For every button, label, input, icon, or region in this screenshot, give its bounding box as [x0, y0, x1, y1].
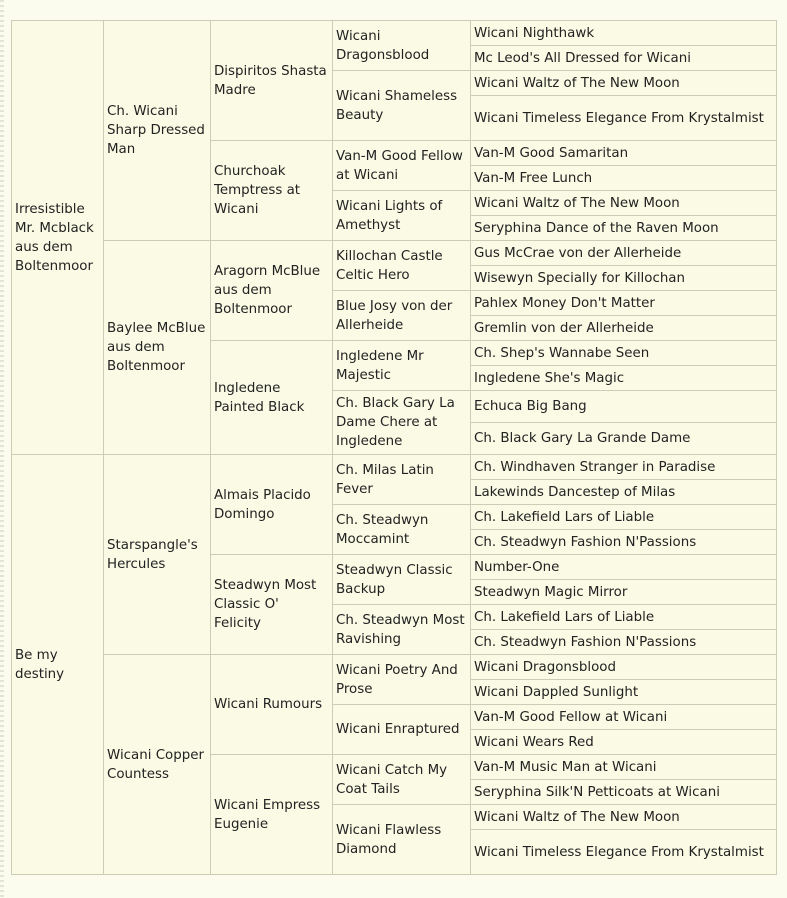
gen4-cell: Wicani Catch My Coat Tails	[333, 755, 471, 805]
gen5-cell: Gremlin von der Allerheide	[471, 316, 777, 341]
gen5-cell: Wicani Timeless Elegance From Krystalmist	[471, 830, 777, 875]
gen3-cell: Wicani Rumours	[211, 655, 333, 755]
gen5-cell: Number-One	[471, 555, 777, 580]
gen4-cell: Blue Josy von der Allerheide	[333, 291, 471, 341]
gen4-cell: Steadwyn Classic Backup	[333, 555, 471, 605]
gen3-cell: Almais Placido Domingo	[211, 455, 333, 555]
gen4-cell: Ch. Steadwyn Moccamint	[333, 505, 471, 555]
gen4-cell: Wicani Enraptured	[333, 705, 471, 755]
gen5-cell: Ingledene She's Magic	[471, 366, 777, 391]
gen5-cell: Ch. Black Gary La Grande Dame	[471, 423, 777, 455]
pedigree-table	[11, 20, 777, 875]
gen3-cell: Wicani Empress Eugenie	[211, 755, 333, 875]
gen5-cell: Gus McCrae von der Allerheide	[471, 241, 777, 266]
gen5-cell: Lakewinds Dancestep of Milas	[471, 480, 777, 505]
gen5-cell: Wicani Waltz of The New Moon	[471, 805, 777, 830]
gen5-cell: Wicani Dragonsblood	[471, 655, 777, 680]
gen5-cell: Echuca Big Bang	[471, 391, 777, 423]
gen4-cell: Wicani Lights of Amethyst	[333, 191, 471, 241]
gen5-cell: Steadwyn Magic Mirror	[471, 580, 777, 605]
gen5-cell: Wicani Wears Red	[471, 730, 777, 755]
gen5-cell: Mc Leod's All Dressed for Wicani	[471, 46, 777, 71]
gen5-cell: Wicani Dappled Sunlight	[471, 680, 777, 705]
gen4-cell: Van-M Good Fellow at Wicani	[333, 141, 471, 191]
gen5-cell: Ch. Lakefield Lars of Liable	[471, 505, 777, 530]
gen5-cell: Van-M Good Samaritan	[471, 141, 777, 166]
gen2-sire-sire: Ch. Wicani Sharp Dressed Man	[104, 21, 211, 241]
gen5-cell: Van-M Free Lunch	[471, 166, 777, 191]
gen5-cell: Wicani Waltz of The New Moon	[471, 71, 777, 96]
gen5-cell: Ch. Shep's Wannabe Seen	[471, 341, 777, 366]
gen4-cell: Wicani Poetry And Prose	[333, 655, 471, 705]
gen3-cell: Ingledene Painted Black	[211, 341, 333, 455]
page-edge	[0, 0, 4, 898]
gen4-cell: Ch. Black Gary La Dame Chere at Ingledene	[333, 391, 471, 455]
gen4-cell: Ch. Steadwyn Most Ravishing	[333, 605, 471, 655]
gen5-cell: Ch. Lakefield Lars of Liable	[471, 605, 777, 630]
gen3-cell: Churchoak Temptress at Wicani	[211, 141, 333, 241]
gen5-cell: Ch. Steadwyn Fashion N'Passions	[471, 530, 777, 555]
gen5-cell: Ch. Windhaven Stranger in Paradise	[471, 455, 777, 480]
gen1-sire: Irresistible Mr. Mcblack aus dem Boltenmoor	[12, 21, 104, 455]
gen1-dam: Be my destiny	[12, 455, 104, 875]
gen5-cell: Pahlex Money Don't Matter	[471, 291, 777, 316]
gen4-cell: Ingledene Mr Majestic	[333, 341, 471, 391]
gen4-cell: Wicani Dragonsblood	[333, 21, 471, 71]
gen4-cell: Wicani Shameless Beauty	[333, 71, 471, 141]
gen5-cell: Seryphina Dance of the Raven Moon	[471, 216, 777, 241]
gen2-dam-sire: Starspangle's Hercules	[104, 455, 211, 655]
gen5-cell: Seryphina Silk'N Petticoats at Wicani	[471, 780, 777, 805]
gen5-cell: Ch. Steadwyn Fashion N'Passions	[471, 630, 777, 655]
gen3-cell: Steadwyn Most Classic O' Felicity	[211, 555, 333, 655]
gen2-dam-dam: Wicani Copper Countess	[104, 655, 211, 875]
gen5-cell: Wicani Nighthawk	[471, 21, 777, 46]
gen5-cell: Wisewyn Specially for Killochan	[471, 266, 777, 291]
gen3-cell: Aragorn McBlue aus dem Boltenmoor	[211, 241, 333, 341]
gen5-cell: Van-M Music Man at Wicani	[471, 755, 777, 780]
gen2-sire-dam: Baylee McBlue aus dem Boltenmoor	[104, 241, 211, 455]
gen5-cell: Wicani Waltz of The New Moon	[471, 191, 777, 216]
gen4-cell: Wicani Flawless Diamond	[333, 805, 471, 875]
gen4-cell: Killochan Castle Celtic Hero	[333, 241, 471, 291]
gen5-cell: Wicani Timeless Elegance From Krystalmist	[471, 96, 777, 141]
gen3-cell: Dispiritos Shasta Madre	[211, 21, 333, 141]
gen4-cell: Ch. Milas Latin Fever	[333, 455, 471, 505]
gen5-cell: Van-M Good Fellow at Wicani	[471, 705, 777, 730]
